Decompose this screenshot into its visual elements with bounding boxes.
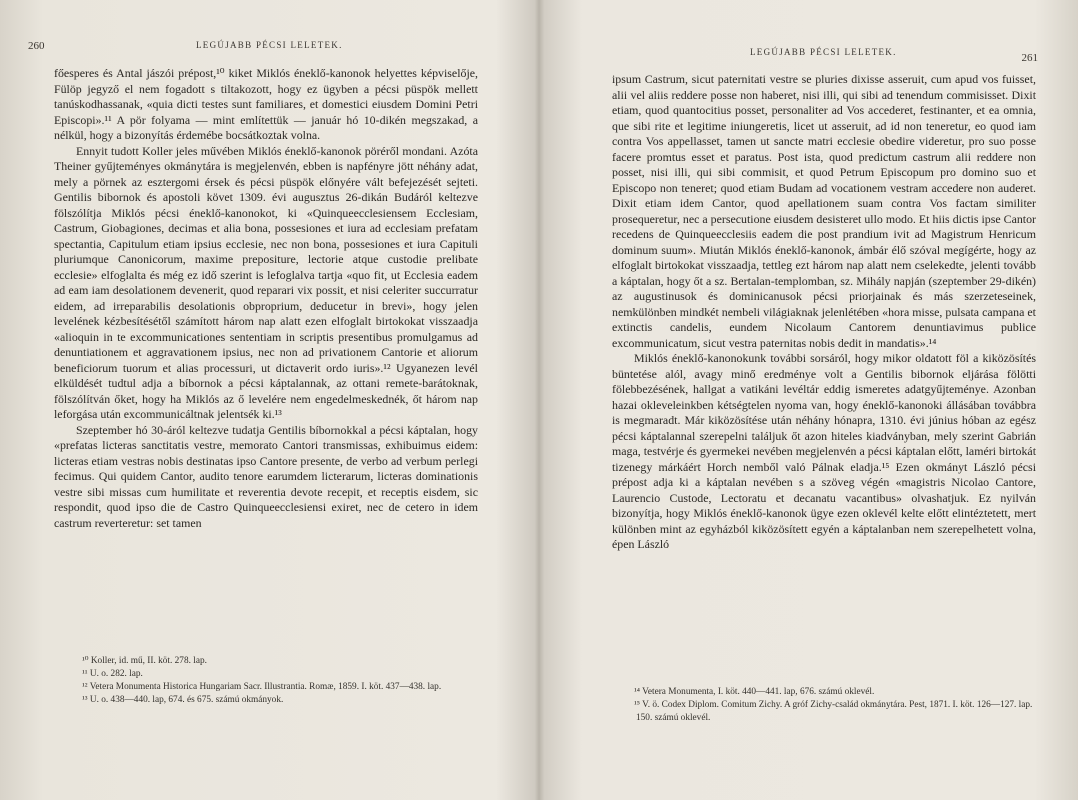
paragraph: Szeptember hó 30-áról keltezve tudatja Gentilis bíbornokkal a pécsi káptalan, hogy «prefatas licteras sanctitatis vestre, memorato Cantori transmissas, exhibuimus eidem: licteras etiam vestras nobis destinatas ipso Cantore presente, de verbo ad verbum perlegi fecimus. Qui quidem Cantor, audito tenore earumdem licterarum, licteras dominationis vestre sibi missas cum humilitate et reverentia devote recepit, et receptis eisdem, sic respondit, quod ipso die de Castro Quinqueecclesiensi exiret, nec de cetero in idem castrum reverteretur: set tamen: [54, 422, 478, 530]
paragraph: Ennyit tudott Koller jeles művében Miklós éneklő-kanonok pöréről mondani. Azóta Theiner gyűjteményes okmánytára is megjelenvén, ebben is napfényre jött néhány adat, mely a pörnek az esztergomi érsek és pécsi püspök előnyére vált befejezését sejteti. Gentilis bibornok és apostoli követ 1309. évi augusztus 26-dikán Budáról keltezve fölszólítja Miklós pécsi éneklő-kanonokot, ki «Quinqueecclesiensem Ecclesiam, Castrum, Giobagiones, decimas et alia bona, possesiones et iura ad ecclesiam prefatam spectantia, Capitulum etiam ipsius ecclesie, nec non bona, possesiones et iura Capituli pluriumque Canonicorum, maxime prepositure, lectorie atque custodie prelibate ecclesie» elfoglalta és még ez idő szerint is lefoglalva tartja «quo fit, ut Ecclesia eadem ad eam iam desolationem devenerit, quod reparari vix possit, et nisi celeriter succurratur eidem, ad irreparabilis desolationis obproprium, deducetur in brevi», hogy jelen levelének kézbesítésétől számított három nap alatt ezen elfoglalt birtokokat visszaadja «alioquin in te excommunicationes sententiam in scriptis presentibus promulgamus ad denuntiationem et aggravationem ipsius, nec non ad privationem Cantorie et aliorum beneficiorum tuorum et alias processuri, ut dictaverit ordo iuris».¹² Ugyanezen levél elküldését tudtul adja a bíbornok a pécsi káptalannak, az ottani remete-barátoknak, fölszólítván őket, hogy ha Miklós az ő levelére nem engedelmeskednék, őt három nap leforgása után excommunicáltnak jelentsék ki.¹³: [54, 143, 478, 421]
running-head: LEGÚJABB PÉCSI LELETEK.: [750, 47, 897, 57]
footnote: ¹² Vetera Monumenta Historica Hungariam Sacr. Illustrantia. Romæ, 1859. I. köt. 437—438. lap.: [82, 682, 442, 692]
right-page: [540, 0, 1078, 800]
left-page: [0, 0, 538, 800]
footnotes: [60, 655, 480, 707]
footnote: ¹⁴ Vetera Monumenta, I. köt. 440—441. lap, 676. számú oklevél.: [634, 687, 875, 697]
footnote: ¹¹ U. o. 282. lap.: [82, 669, 143, 679]
running-head: LEGÚJABB PÉCSI LELETEK.: [196, 40, 343, 50]
footnote: ¹⁵ V. ö. Codex Diplom. Comitum Zichy. A gróf Zichy-család okmánytára. Pest, 1871. I. köt. 126—127. lap. 150. számú oklevél.: [634, 700, 1033, 723]
paragraph: ipsum Castrum, sicut paternitati vestre se pluries dixisse asseruit, cum apud vos fuisset, alii vel aliis reddere posse non haberet, nisi illi, qui sibi ad tenendum commisisset. Dixit etiam, quod quantocitius posset, personaliter ad Vos accederet, festinanter, et ea omnia, que sibi rite et legitime iniungeretis, licet ut asseruit, ad id non teneretur, eo quod iam contra Vos appellasset, tamen ut sancte matri ecclesie obedire videretur, pro suo posse facere promtus esset et paratus. Post ista, quod predictum castrum alii reddere non posset, nisi illi, qui sibi commisit, et quod Petrum Episcopum pro domino suo et Episcopo non teneret; quod etiam Budam ad vocationem vestram accedere non auderet. Dixit etiam idem Cantor, quod apellationem suam contra Vos factam similiter prosequeretur, nec a persecutione eiusdem desisteret ullo modo. Et hiis dictis ipse Cantor recedens de Quinqueecclesiis eadem die post prandium ivit ad Magistrum Henricum dominum suum». Miután Miklós éneklő-kanonok, ámbár élő szóval megígérte, hogy az elfoglalt birtokokat visszaadja, tettleg ezt három nap alatt nem cselekedte, jelenti tovább a káptalan, hogy őt a sz. Bertalan-templomban, sz. Mihály napján (szeptember 29-dikén) az augustinusok és dominicanusok pécsi priorjainak és más szerzeteseinek, nemkülönben mindkét nembeli világiaknak jelenlétében «hora misse, pulsata campana et extinctis candelis, eundem Nicolaum Cantorem denuntiavimus publice excommunicatum, sicut vestra paternitas nobis dedit in mandatis».¹⁴: [612, 72, 1036, 350]
page-body: [612, 72, 1036, 553]
footnote: ¹⁰ Koller, id. mű, II. köt. 278. lap.: [82, 656, 207, 666]
page-number: 260: [28, 40, 45, 52]
paragraph: főesperes és Antal jászói prépost,¹⁰ kiket Miklós éneklő-kanonok helyettes képviselője, Fülöp jegyző el nem fogadott s tiltakozott, hogy ez ügyben a pécsi püspök mellett tanúskodhassanak, «quia dicti testes sunt familiares, et domestici eiusdem Domini Petri Episcopi».¹¹ A pör folyama — mint említettük — január hó 10-dikén megszakad, a nélkül, hogy a bizonyítás érdemébe bocsátkoztak volna.: [54, 66, 478, 142]
paragraph: Miklós éneklő-kanonokunk további sorsáról, hogy mikor oldatott föl a kiközösítés büntetése alól, avagy minő eredménye volt a Gentilis bibornok eljárása fölötti fölebbezésének, hallgat a vatikáni levéltár eddig ismeretes adatgyűjteménye. Azonban hazai okleveleinkben kétségtelen nyoma van, hogy éneklő-kanonoki állásában továbbra is megmaradt. Már kiközösítése után néhány hónapra, 1310. évi június hóban az egész pécsi káptalannal szerepelni találjuk őt azon hiteles kiadványban, mely szerint Gabrián maga, testvérje és gyermekei nevében megjelenvén a pécsi káptalan előtt, laméri birtokát tizenegy márkáért Horch nemből való Pálnak eladja.¹⁵ Ezen okmányt László pécsi prépost adja ki a káptalan nevében s a szöveg végén «magistris Nicolao Cantore, Laurencio Custode, Lectoratu et decanatu vacantibus» olvashatjuk. Ez nyilván bizonyítja, hogy Miklós éneklő-kanonok ügye ezen oklevél kelte előtt elintéztetett, mert különben mint az egyházból kiközösített egyén a káptalanban nem szerepelhetett volna, épen László: [612, 351, 1036, 551]
page-body: [54, 66, 478, 531]
page-number: 261: [1021, 52, 1038, 64]
footnotes: [612, 686, 1042, 725]
footnote: ¹³ U. o. 438—440. lap, 674. és 675. számú okmányok.: [82, 695, 284, 705]
